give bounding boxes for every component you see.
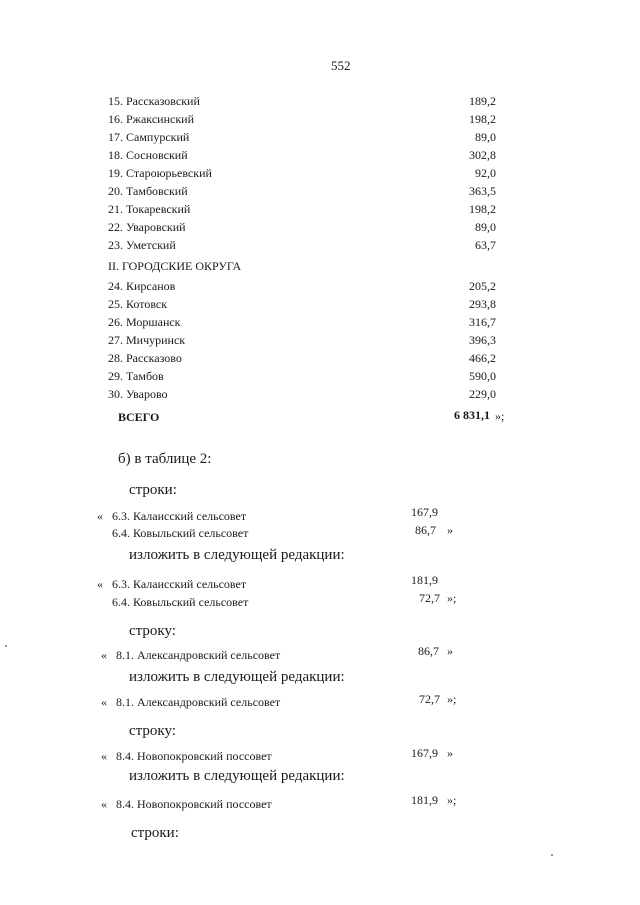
row-value: 86,7	[415, 523, 436, 537]
table-row	[108, 387, 508, 405]
table-row	[108, 315, 508, 333]
row-name: 6.4. Ковыльский сельсовет	[112, 526, 249, 540]
open-quote: «	[101, 749, 107, 763]
scan-speck	[551, 854, 553, 856]
district-value: 89,0	[475, 220, 496, 234]
urban-value: 590,0	[469, 369, 496, 383]
table-row	[108, 94, 508, 112]
total-value: 6 831,1	[454, 408, 490, 422]
row-name: 6.3. Калаисский сельсовет	[112, 509, 247, 523]
row-name: 8.1. Александровский сельсовет	[116, 648, 281, 662]
close-quote: »;	[447, 793, 457, 807]
row-name: 6.3. Калаисский сельсовет	[112, 577, 247, 591]
urban-name: 24. Кирсанов	[108, 279, 176, 293]
district-name: 21. Токаревский	[108, 202, 191, 216]
open-quote: «	[101, 695, 107, 709]
close-quote: »	[447, 746, 453, 760]
district-name: 17. Сампурский	[108, 130, 190, 144]
district-name: 20. Тамбовский	[108, 184, 188, 198]
district-name: 15. Рассказовский	[108, 94, 200, 108]
row-value: 86,7	[418, 644, 439, 658]
line-label: строку:	[129, 623, 176, 639]
open-quote: «	[97, 509, 103, 523]
urban-name: 27. Мичуринск	[108, 333, 186, 347]
row-name: 8.4. Новопокровский поссовет	[116, 749, 272, 763]
urban-value: 293,8	[469, 297, 496, 311]
page-number: 552	[331, 58, 351, 73]
row-name: 8.1. Александровский сельсовет	[116, 695, 281, 709]
urban-name: 29. Тамбов	[108, 369, 164, 383]
district-name: 16. Ржаксинский	[108, 112, 194, 126]
table-row	[108, 148, 508, 166]
table-row	[108, 333, 508, 351]
table-row	[108, 220, 508, 238]
urban-value: 466,2	[469, 351, 496, 365]
urban-value: 229,0	[469, 387, 496, 401]
open-quote: «	[101, 797, 107, 811]
table-row	[108, 166, 508, 184]
row-name: 6.4. Ковыльский сельсовет	[112, 595, 249, 609]
district-value: 89,0	[475, 130, 496, 144]
urban-value: 205,2	[469, 279, 496, 293]
district-value: 189,2	[469, 94, 496, 108]
table-row	[108, 279, 508, 297]
district-name: 19. Староюрьевский	[108, 166, 212, 180]
open-quote: «	[97, 577, 103, 591]
table-row	[108, 297, 508, 315]
urban-value: 396,3	[469, 333, 496, 347]
replace-label: изложить в следующей редакции:	[129, 669, 345, 685]
lines-label: строки:	[131, 825, 179, 841]
district-name: 22. Уваровский	[108, 220, 186, 234]
scan-speck	[5, 645, 7, 647]
table-row	[108, 184, 508, 202]
district-name: 18. Сосновский	[108, 148, 188, 162]
section-b-heading: б) в таблице 2:	[118, 451, 212, 467]
close-quote: »	[447, 644, 453, 658]
district-value: 198,2	[469, 202, 496, 216]
row-value: 181,9	[411, 573, 438, 587]
close-quote: »	[447, 523, 453, 537]
table-row	[108, 112, 508, 130]
table-row	[108, 202, 508, 220]
district-value: 302,8	[469, 148, 496, 162]
row-value: 167,9	[411, 746, 438, 760]
urban-name: 26. Моршанск	[108, 315, 181, 329]
urban-name: 30. Уварово	[108, 387, 168, 401]
close-quote: »;	[447, 591, 457, 605]
replace-label: изложить в следующей редакции:	[129, 547, 345, 563]
open-quote: «	[101, 648, 107, 662]
row-value: 72,7	[419, 591, 440, 605]
district-value: 198,2	[469, 112, 496, 126]
district-name: 23. Уметский	[108, 238, 176, 252]
urban-value: 316,7	[469, 315, 496, 329]
urban-name: 25. Котовск	[108, 297, 168, 311]
row-name: 8.4. Новопокровский поссовет	[116, 797, 272, 811]
table-row	[108, 130, 508, 148]
total-closing-quote: »;	[495, 409, 505, 423]
lines-label: строки:	[129, 482, 177, 498]
section-header-urban: II. ГОРОДСКИЕ ОКРУГА	[108, 259, 242, 273]
district-value: 63,7	[475, 238, 496, 252]
table-row	[108, 238, 508, 256]
table-row	[108, 369, 508, 387]
row-value: 72,7	[419, 692, 440, 706]
urban-name: 28. Рассказово	[108, 351, 182, 365]
district-value: 92,0	[475, 166, 496, 180]
row-value: 181,9	[411, 793, 438, 807]
total-label: ВСЕГО	[118, 410, 160, 424]
replace-label: изложить в следующей редакции:	[129, 768, 345, 784]
table-row	[108, 351, 508, 369]
row-value: 167,9	[411, 505, 438, 519]
close-quote: »;	[447, 692, 457, 706]
district-value: 363,5	[469, 184, 496, 198]
line-label: строку:	[129, 723, 176, 739]
